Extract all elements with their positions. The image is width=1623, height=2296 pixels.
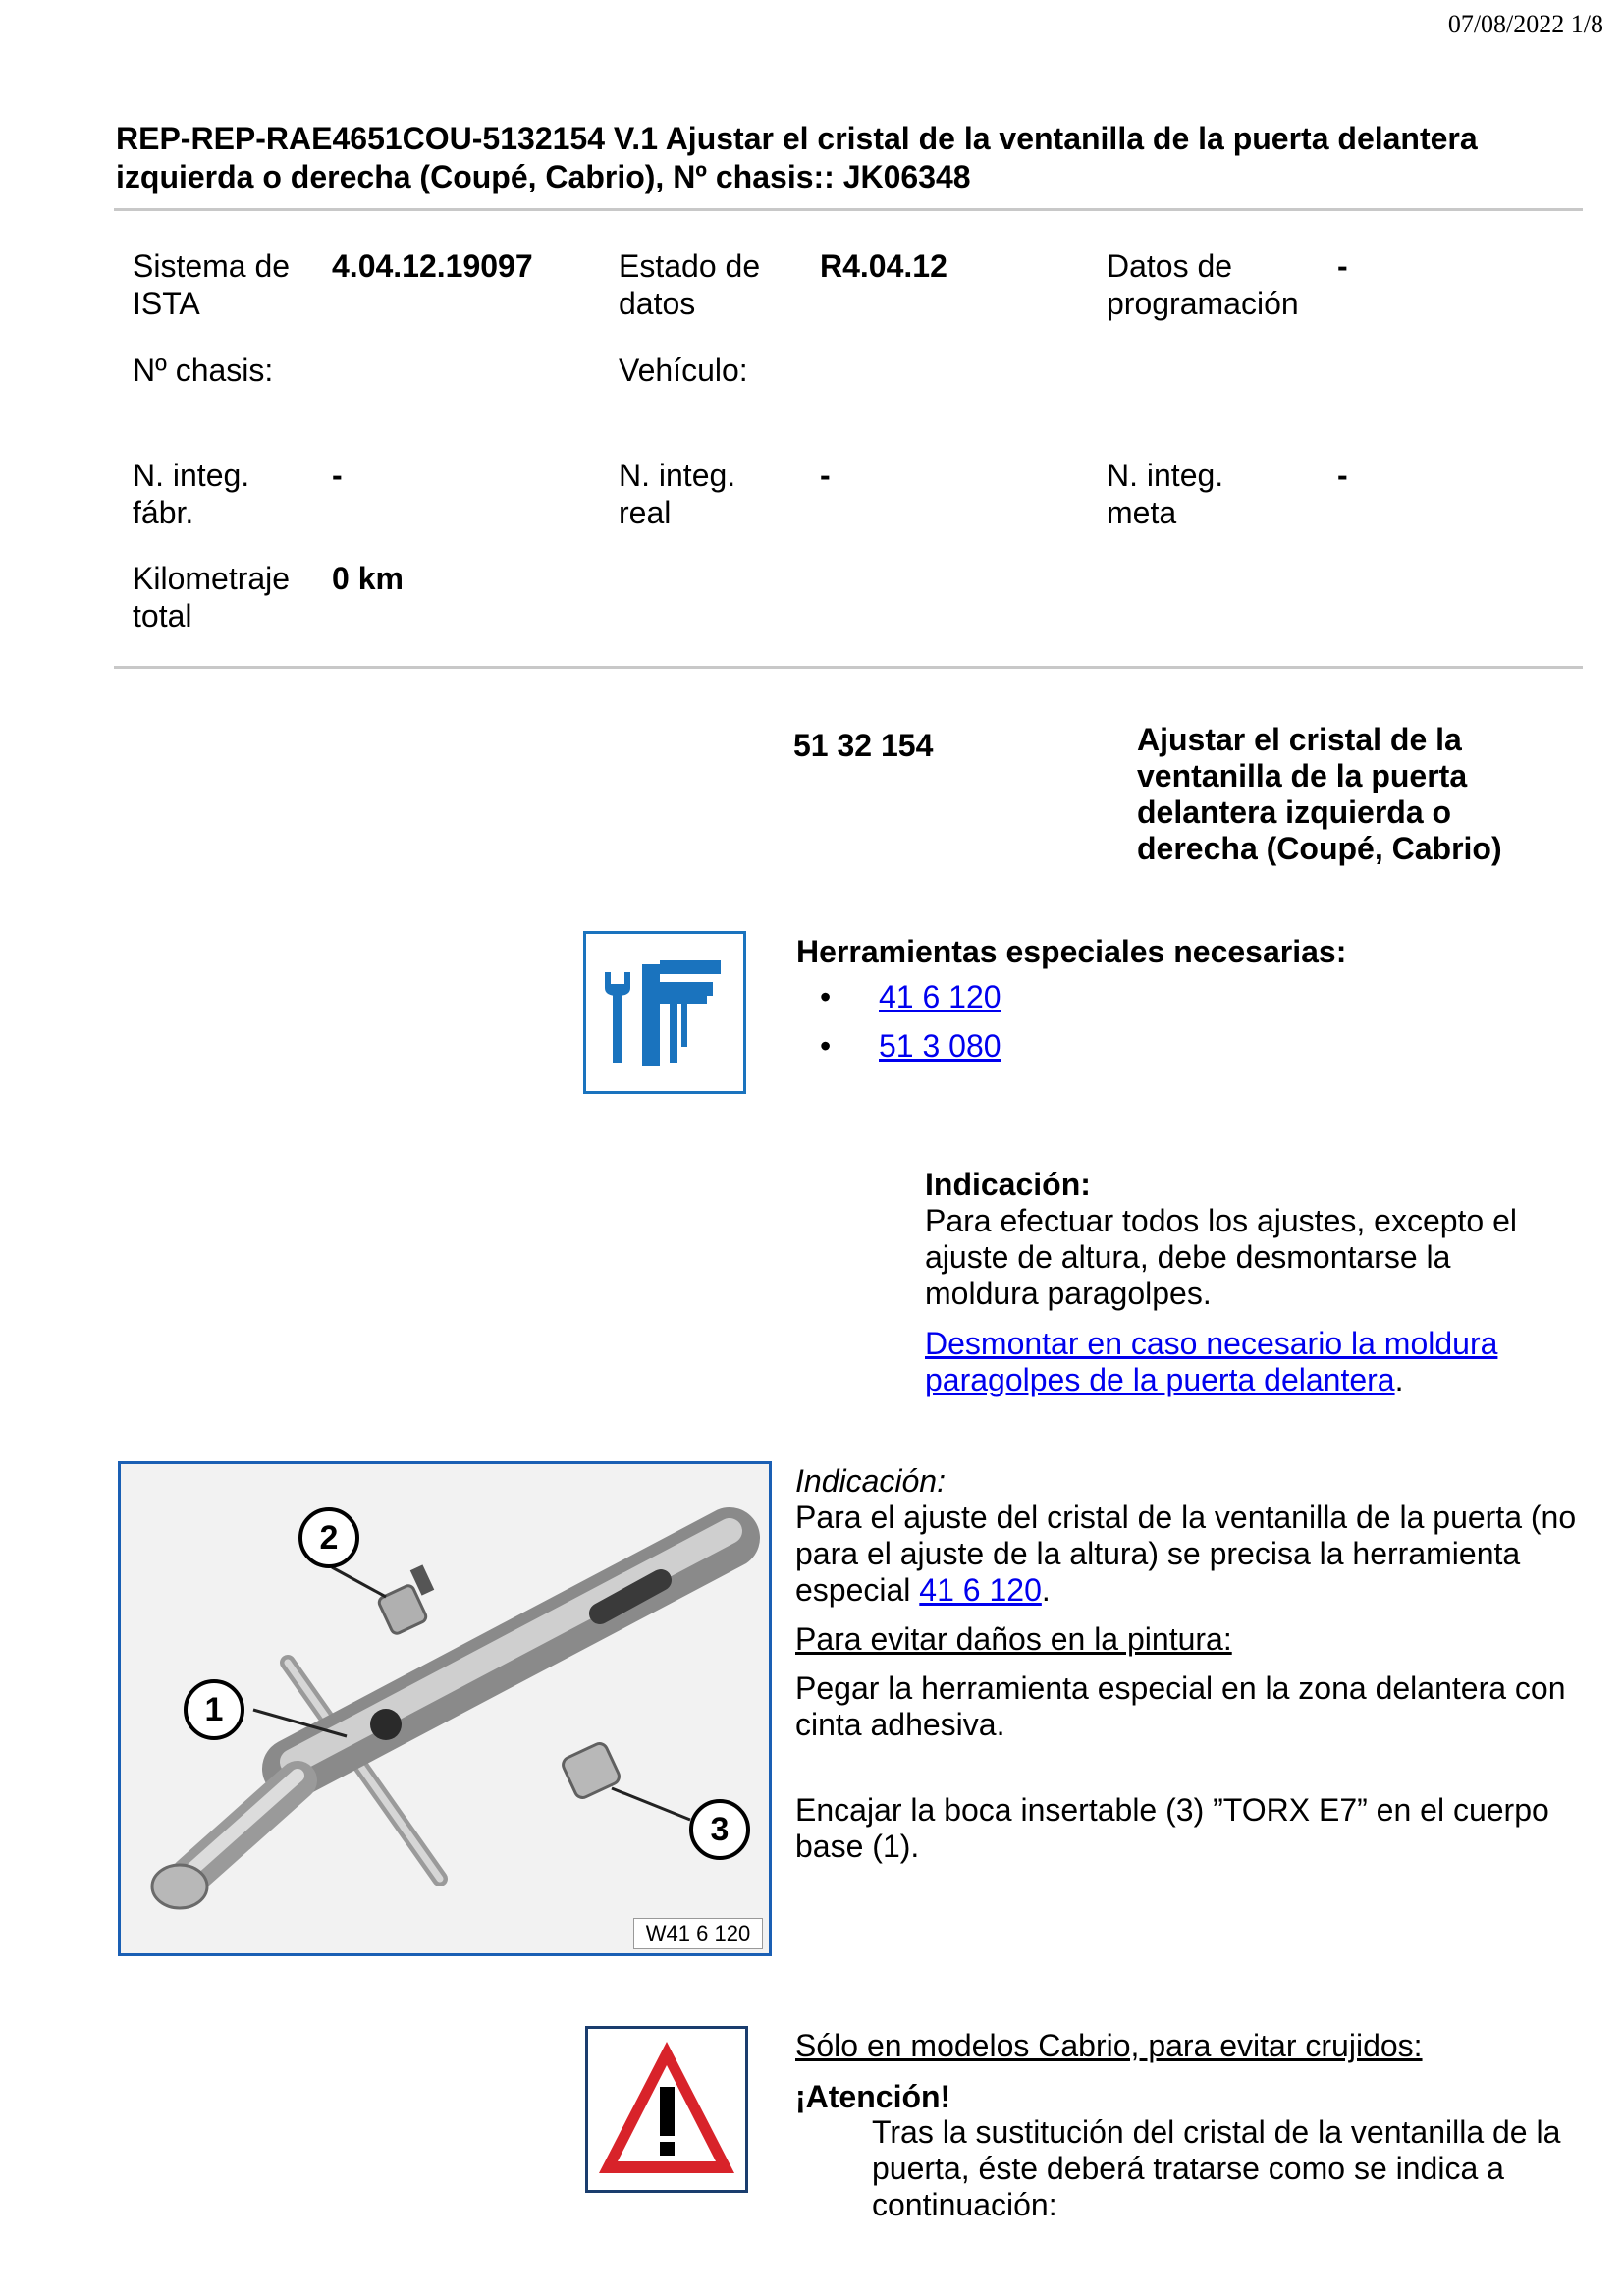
page-title: REP-REP-RAE4651COU-5132154 V.1 Ajustar el cristal de la ventanilla de la puerta delantera izquierda o derecha (Coupé, Cabrio), Nº chasis:: JK06348 (116, 121, 1478, 194)
chasis-label: Nº chasis: (133, 353, 274, 388)
warning-icon (585, 2026, 748, 2193)
callout-3: 3 (710, 1811, 730, 1848)
fabr-value: - (332, 458, 343, 493)
estado-label: Estado de datos (619, 248, 761, 321)
prog-label: Datos de programación (1107, 248, 1299, 321)
note2-block (795, 1463, 1581, 1865)
tool-link-51-3-080[interactable]: 51 3 080 (879, 1028, 1001, 1064)
figure-caption: W41 6 120 (633, 1918, 763, 1949)
meta-value: - (1337, 458, 1348, 493)
section-number: 51 32 154 (793, 728, 934, 763)
divider-info (114, 666, 1583, 669)
callout-1: 1 (204, 1691, 224, 1728)
note1-block (925, 1167, 1543, 1398)
fabr-label: N. integ. fábr. (133, 458, 250, 530)
note2-text: Para el ajuste del cristal de la ventanilla de la puerta (no para el ajuste de la altura) se precisa la herramienta especial (795, 1500, 1577, 1608)
warning-text: Tras la sustitución del cristal de la ventanilla de la puerta, éste deberá tratarse como se indica a continuación: (872, 2114, 1561, 2222)
note2-link-suffix: . (1041, 1572, 1051, 1608)
km-label: Kilometraje total (133, 561, 291, 633)
tools-icon (583, 931, 746, 1094)
note2-heading: Indicación: (795, 1463, 946, 1499)
real-value: - (820, 458, 831, 493)
estado-value: R4.04.12 (820, 248, 947, 284)
prog-value: - (1337, 248, 1348, 284)
bullet: • (820, 1028, 832, 1064)
torx-text: Encajar la boca insertable (3) ”TORX E7” en el cuerpo base (1). (795, 1792, 1549, 1864)
callout-2: 2 (319, 1519, 339, 1557)
page-date: 07/08/2022 1/8 (1447, 10, 1603, 38)
vehiculo-label: Vehículo: (619, 353, 748, 388)
warning-heading: ¡Atención! (795, 2079, 951, 2114)
divider-top (114, 208, 1583, 211)
note1-heading: Indicación: (925, 1167, 1091, 1202)
tools-heading: Herramientas especiales necesarias: (796, 934, 1347, 969)
cabrio-heading: Sólo en modelos Cabrio, para evitar crujidos: (795, 2028, 1423, 2063)
paint-text: Pegar la herramienta especial en la zona delantera con cinta adhesiva. (795, 1670, 1566, 1742)
section-title: Ajustar el cristal de la ventanilla de la puerta delantera izquierda o derecha (Coupé, Cabrio) (1137, 722, 1502, 866)
real-label: N. integ. real (619, 458, 736, 530)
note1-text: Para efectuar todos los ajustes, excepto el ajuste de altura, debe desmontarse la moldura paragolpes. (925, 1203, 1518, 1311)
desmontar-moldura-link[interactable]: Desmontar en caso necesario la moldura paragolpes de la puerta delantera (925, 1326, 1498, 1397)
meta-label: N. integ. meta (1107, 458, 1224, 530)
ista-label: Sistema de ISTA (133, 248, 291, 321)
tool-link-41-6-120[interactable]: 41 6 120 (879, 979, 1001, 1014)
note2-tool-link[interactable]: 41 6 120 (919, 1572, 1042, 1608)
note1-link-line (925, 1326, 1543, 1398)
km-value: 0 km (332, 561, 404, 596)
note2-text-line (795, 1500, 1581, 1609)
paint-heading: Para evitar daños en la pintura: (795, 1621, 1232, 1657)
list-item (796, 978, 1287, 1027)
tools-list (796, 978, 1287, 1076)
ista-value: 4.04.12.19097 (332, 248, 533, 284)
tool-figure (118, 1461, 772, 1956)
list-item (796, 1027, 1287, 1076)
note1-link-suffix: . (1394, 1362, 1404, 1397)
bullet: • (820, 979, 832, 1014)
